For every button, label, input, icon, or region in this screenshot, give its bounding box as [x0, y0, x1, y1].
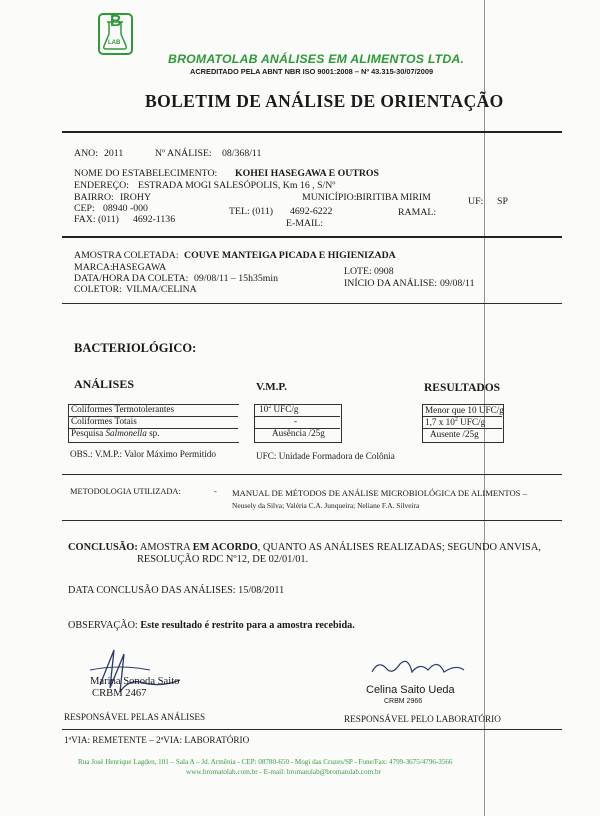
- right-signatory-crbm: CRBM 2966: [384, 698, 423, 705]
- ano-value: 2011: [104, 148, 124, 159]
- nome-value: KOHEI HASEGAWA E OUTROS: [235, 168, 379, 179]
- divider: [62, 131, 562, 135]
- logo-small-text: LAB: [108, 40, 121, 46]
- data-coleta-label: DATA/HORA DA COLETA:: [74, 273, 189, 284]
- right-signatory-name: Celina Saito Ueda: [366, 684, 455, 696]
- uf-label: UF:: [468, 196, 484, 207]
- cep-value: 08940 -000: [103, 203, 148, 214]
- amostra-label: AMOSTRA COLETADA:: [74, 250, 179, 261]
- handwritten-signature: [80, 640, 230, 710]
- table-row-resultado: 1,7 x $10^2$ UFC/g: [425, 417, 486, 428]
- data-coleta-value: 09/08/11 – 15h35min: [194, 273, 279, 284]
- lote-value: 0908: [374, 266, 394, 277]
- company-name: BROMATOLAB ANÁLISES EM ALIMENTOS LTDA.: [168, 52, 465, 66]
- fax-value: 4692-1136: [133, 214, 176, 225]
- copies-note: 1ªVIA: REMETENTE – 2ªVIA: LABORATÓRIO: [64, 735, 250, 745]
- observation: OBSERVAÇÃO: Este resultado é restrito para a amostra recebida.: [68, 620, 355, 631]
- obs-ufc: UFC: Unidade Formadora de Colônia: [256, 451, 395, 461]
- tel-label: TEL: (011): [229, 206, 273, 217]
- conclusion-line: CONCLUSÃO: AMOSTRA EM ACORDO, QUANTO AS ANÁLISES REALIZADAS; SEGUNDO ANVISA,: [68, 542, 541, 553]
- municipio-value: BIRITIBA MIRIM: [356, 192, 431, 203]
- accreditation: ACREDITADO PELA ABNT NBR ISO 9001:2008 – Nº 43.315-30/07/2009: [190, 67, 434, 76]
- email-label: E-MAIL:: [286, 218, 324, 229]
- table-row-vmp: Ausência /25g: [272, 428, 325, 438]
- tel-value: 4692-6222: [290, 206, 333, 217]
- lote-label: LOTE:: [344, 266, 372, 277]
- table-row-analise: Pesquisa Salmonella sp.: [71, 428, 160, 438]
- ano-label: ANO:: [74, 148, 98, 159]
- right-signatory-role: RESPONSÁVEL PELO LABORATÓRIO: [344, 714, 501, 724]
- table-row-resultado: Menor que 10 UFC/g: [425, 405, 504, 415]
- results-table: [68, 404, 502, 442]
- method-authors: Neusely da Silva; Valéria C.A. Junqueira; Neliane F.A. Silveira: [232, 501, 420, 510]
- method-label: METODOLOGIA UTILIZADA:: [70, 487, 181, 496]
- coletor-value: VILMA/CELINA: [126, 284, 197, 295]
- divider: [62, 303, 562, 304]
- uf-value: SP: [497, 196, 508, 207]
- conclusion-line2: RESOLUÇÃO RDC Nº12, DE 02/01/01.: [137, 554, 309, 565]
- logo-letter: B: [110, 13, 122, 30]
- table-row-analise: Coliformes Termotolerantes: [71, 404, 175, 414]
- endereco-label: ENDEREÇO:: [74, 180, 129, 191]
- method-dash: -: [214, 487, 217, 496]
- method-text: MANUAL DE MÉTODOS DE ANÁLISE MICROBIOLÓGICA DE ALIMENTOS –: [232, 488, 527, 498]
- marca-value: HASEGAWA: [112, 262, 167, 273]
- left-signatory-crbm: CRBM 2467: [92, 688, 147, 699]
- analise-value: 08/368/11: [222, 148, 262, 159]
- left-signature: [80, 640, 230, 710]
- analise-label: Nº ANÁLISE:: [155, 148, 212, 159]
- divider: [62, 520, 562, 521]
- left-signatory-role: RESPONSÁVEL PELAS ANÁLISES: [64, 712, 206, 722]
- footer-address: Rua José Henrique Lagden, 101 – Sala A – Jd. Armênia - CEP: 08780-650 - Mogi das Cruzes/SP - Fone/Fax: 4799-3675/4796-3566: [78, 758, 453, 766]
- obs-vmp: OBS.: V.M.P.: Valor Máximo Permitido: [70, 449, 216, 459]
- bairro-label: BAIRRO:: [74, 192, 114, 203]
- table-row-vmp: -: [294, 416, 298, 426]
- ramal-label: RAMAL:: [398, 207, 437, 218]
- coletor-label: COLETOR:: [74, 284, 122, 295]
- footer-web: www.bromatolab.com.br - E-mail: bromatolab@bromatolab.com.br: [186, 768, 381, 776]
- table-row-vmp: $10^2$ UFC/g: [259, 404, 299, 415]
- divider: [62, 236, 562, 240]
- divider: [62, 729, 562, 730]
- col-vmp: V.M.P.: [256, 381, 287, 393]
- endereco-value: ESTRADA MOGI SALESÓPOLIS, Km 16 , S/Nº: [138, 180, 336, 191]
- cep-label: CEP:: [74, 203, 95, 214]
- amostra-value: COUVE MANTEIGA PICADA E HIGIENIZADA: [184, 250, 396, 261]
- divider: [62, 474, 562, 475]
- municipio-label: MUNICÍPIO:: [302, 192, 357, 203]
- marca-label: MARCA:: [74, 262, 113, 273]
- conclusion-date: DATA CONCLUSÃO DAS ANÁLISES: 15/08/2011: [68, 585, 285, 596]
- inicio-label: INÍCIO DA ANÁLISE:: [344, 278, 438, 289]
- table-row-analise: Coliformes Totais: [71, 416, 137, 426]
- col-resultados: RESULTADOS: [424, 382, 501, 394]
- page-title: BOLETIM DE ANÁLISE DE ORIENTAÇÃO: [145, 91, 504, 111]
- fax-label: FAX: (011): [74, 214, 119, 225]
- bairro-value: IROHY: [120, 192, 152, 203]
- logo: [96, 12, 134, 56]
- col-analises: ANÁLISES: [74, 377, 135, 391]
- section-heading: BACTERIOLÓGICO:: [74, 341, 197, 355]
- inicio-value: 09/08/11: [440, 278, 475, 289]
- nome-label: NOME DO ESTABELECIMENTO:: [74, 168, 218, 179]
- left-signatory-name: Marina Sonoda Saito: [90, 676, 180, 687]
- table-row-resultado: Ausente /25g: [430, 429, 479, 439]
